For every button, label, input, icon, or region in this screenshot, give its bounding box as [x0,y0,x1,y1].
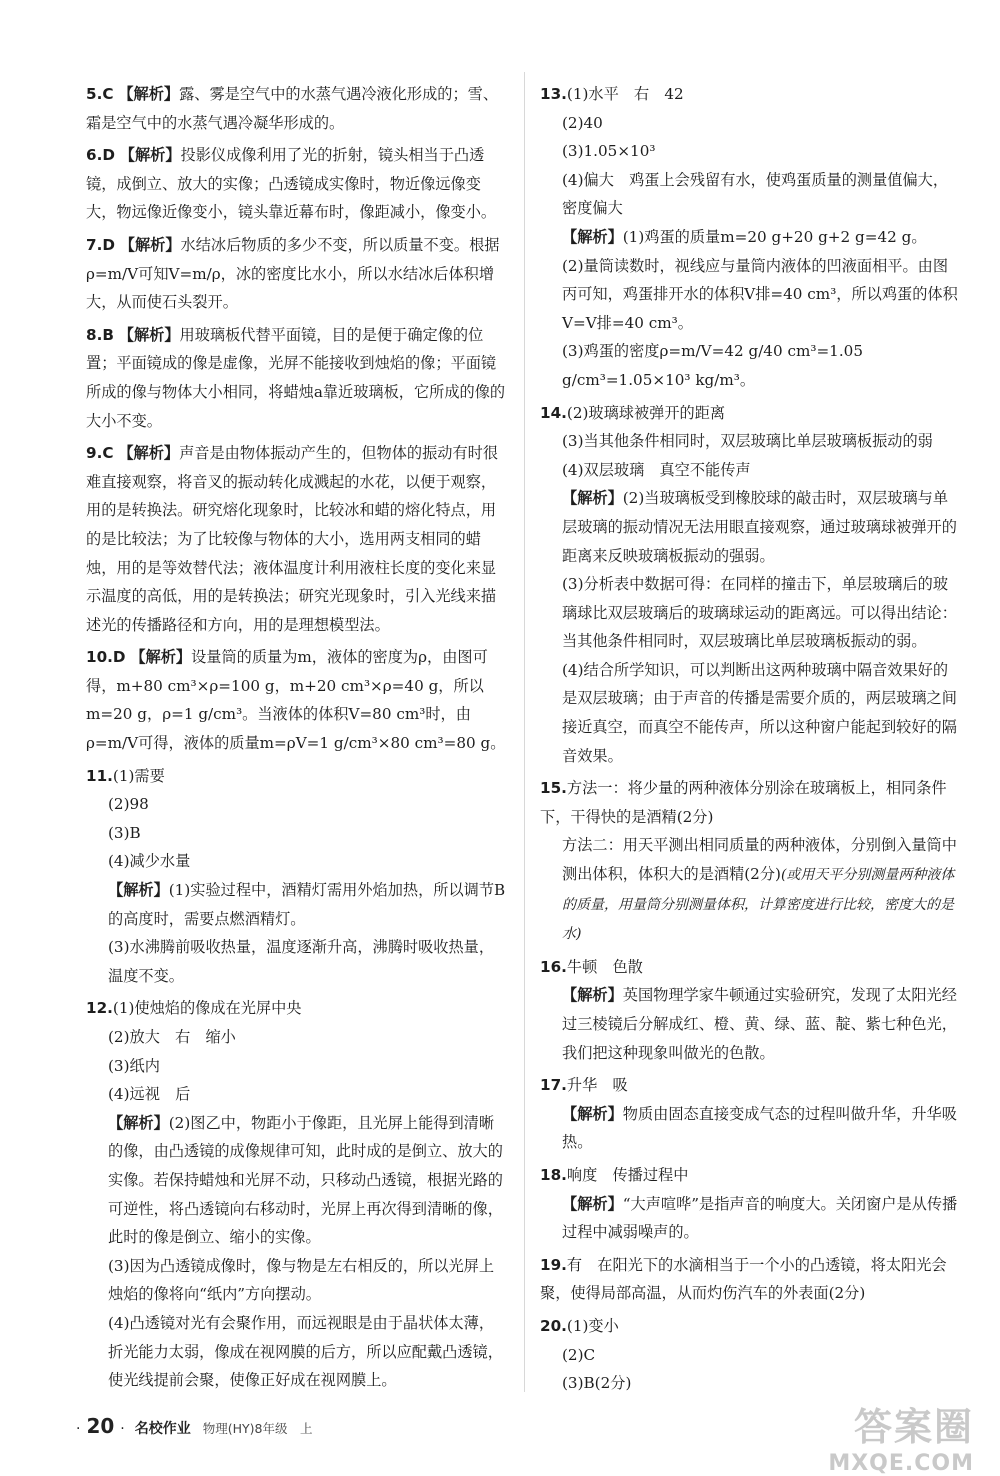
answer-text: (1)水平 右 42 [566,85,684,103]
answer-line: (4)偏大 鸡蛋上会残留有水，使鸡蛋质量的测量值偏大，密度偏大 [562,170,949,218]
answer-item-17 [540,1071,960,1157]
question-number: 8. [86,325,103,344]
analysis-text: (1)鸡蛋的质量m=20 g+20 g+2 g=42 g。 [622,227,927,246]
question-number: 5. [86,85,103,103]
answer-text: 方法一：将少量的两种液体分别涂在玻璃板上，相同条件下，干得快的是酒精(2分) [540,779,947,826]
question-number: 20. [540,1316,567,1335]
watermark-text: 答案圈 [853,1405,974,1449]
question-number: 19. [540,1255,567,1274]
answer-text: 投影仪成像利用了光的折射，镜头相当于凸透镜，成倒立、放大的实像；凸透镜成实像时，物近像远像变大，物远像近像变小，镜头靠近幕布时，像距减小，像变小。 [86,146,497,222]
answer-line: 方法二：用天平测出相同质量的两种液体，分别倒入量筒中测出体积，体积大的是酒精(2分) [562,836,957,884]
footer-subject: 物理(HY)8年级 上 [202,1421,313,1436]
analysis-tag: 【解析】 [108,881,169,900]
answer-text: 有 在阳光下的水滴相当于一个小的凸透镜，将太阳光会聚，使得局部高温，从而灼伤汽车的外表面(2分) [540,1255,947,1303]
answer-item-19 [540,1251,960,1308]
footer-dot: · [120,1421,125,1437]
analysis-tag: 【解析】 [118,325,180,344]
analysis-tag: 【解析】 [108,1113,169,1132]
answer-line: (3)1.05×10³ [562,142,656,161]
answer-line: (4)双层玻璃 真空不能传声 [562,460,751,479]
question-number: 10. [86,648,113,667]
analysis-text: (2)图乙中，物距小于像距，且光屏上能得到清晰的像，由凸透镜的成像规律可知，此时成的是倒立、放大的实像。若保持蜡烛和光屏不动，只移动凸透镜，根据光路的可逆性，将凸透镜向右移动时，光屏上再次得到清晰的像，此时的像是倒立、缩小的实像。 [108,1113,503,1247]
question-number: 15. [540,779,567,798]
analysis-tag: 【解析】 [562,489,623,508]
analysis-text: “大声喧哗”是指声音的响度大。关闭窗户是从传播过程中减弱噪声的。 [562,1194,958,1242]
analysis-tag: 【解析】 [562,1194,623,1213]
analysis-tag: 【解析】 [562,986,623,1005]
answer-text: 升华 吸 [566,1076,628,1095]
question-number: 9. [86,444,103,463]
footer-brand: 名校作业 [134,1421,191,1437]
answer-item-11 [86,762,506,991]
answer-letter: D [102,235,115,254]
answer-item-10 [86,643,506,757]
answer-text: 声音是由物体振动产生的，但物体的振动有时很难直接观察，将音叉的振动转化成溅起的水花，以便于观察，用的是转换法。研究熔化现象时，比较冰和蜡的熔化特点，用的是比较法；为了比较像与物体的大小，选用两支相同的蜡烛，用的是等效替代法；液体温度计利用液柱长度的变化来显示温度的高低，用的是转换法；研究光现象时，引入光线来描述光的传播路径和方向，用的是理想模型法。 [86,444,499,634]
answer-item-18 [540,1161,960,1247]
answer-item-8 [86,321,506,435]
question-number: 6. [86,146,103,165]
analysis-text: (3)水沸腾前吸收热量，温度逐渐升高，沸腾时吸收热量，温度不变。 [108,938,495,985]
answer-letter: D [102,146,115,165]
analysis-text: (1)实验过程中，酒精灯需用外焰加热，所以调节B的高度时，需要点燃酒精灯。 [108,881,506,928]
answer-line: (4)远视 后 [108,1085,191,1104]
answer-line: (2)C [562,1345,596,1364]
analysis-text: (4)凸透镜对光有会聚作用，而远视眼是由于晶状体太薄，折光能力太弱，像成在视网膜的后方，所以应配戴凸透镜，使光线提前会聚，使像正好成在视网膜上。 [108,1313,503,1390]
answer-item-6 [86,141,506,227]
question-number: 11. [86,766,113,785]
left-column [86,80,506,1399]
answer-letter: D [112,648,126,667]
answer-line: (3)B(2分) [562,1374,632,1393]
analysis-text: (3)因为凸透镜成像时，像与物是左右相反的，所以光屏上烛焰的像将向“纸内”方向摆动。 [108,1256,495,1304]
answer-text: 用玻璃板代替平面镜，目的是便于确定像的位置；平面镜成的像是虚像，光屏不能接收到烛焰的像；平面镜所成的像与物体大小相同，将蜡烛a靠近玻璃板，它所成的像的大小不变。 [86,325,506,430]
answer-line: (3)B [108,823,141,842]
analysis-text: (2)量筒读数时，视线应与量筒内液体的凹液面相平。由图丙可知，鸡蛋排开水的体积V排=40 cm³，所以鸡蛋的体积V=V排=40 cm³。 [562,256,958,332]
answer-line: (2)放大 右 缩小 [108,1028,236,1046]
answer-letter: C [102,85,114,103]
answer-letter: C [102,444,114,463]
answer-text: 露、雾是空气中的水蒸气遇冷液化形成的；雪、霜是空气中的水蒸气遇冷凝华形成的。 [86,85,499,132]
question-number: 18. [540,1165,567,1184]
answer-line: (4)减少水量 [108,852,191,871]
column-divider [524,72,525,1392]
analysis-tag: 【解析】 [130,648,192,667]
answer-line: (2)98 [108,795,149,814]
answer-line: (2)40 [562,113,603,132]
question-number: 17. [540,1076,567,1095]
page-footer [76,1414,313,1438]
answer-text: 牛顿 色散 [566,957,643,976]
watermark-url: MXQE.COM [828,1451,974,1476]
answer-line: (3)当其他条件相同时，双层玻璃比单层玻璃板振动的弱 [562,432,933,451]
analysis-text: 物质由固态直接变成气态的过程叫做升华，升华吸热。 [562,1104,957,1152]
analysis-text: 英国物理学家牛顿通过实验研究，发现了太阳光经过三棱镜后分解成红、橙、黄、绿、蓝、靛、紫七种色光，我们把这种现象叫做光的色散。 [562,986,957,1062]
answer-item-20 [540,1312,960,1398]
answer-item-9 [86,439,506,639]
analysis-text: (4)结合所学知识，可以判断出这两种玻璃中隔音效果好的是双层玻璃；由于声音的传播是需要介质的，两层玻璃之间接近真空，而真空不能传声，所以这种窗户能起到较好的隔音效果。 [562,660,957,765]
answer-item-13 [540,80,960,395]
answer-item-12 [86,994,506,1394]
analysis-text: (2)当玻璃板受到橡胶球的敲击时，双层玻璃与单层玻璃的振动情况无法用眼直接观察，通过玻璃球被弹开的距离来反映玻璃板振动的强弱。 [562,489,957,565]
answer-text: (1)需要 [112,766,165,785]
analysis-text: (3)分析表中数据可得：在同样的撞击下，单层玻璃后的玻璃球比双层玻璃后的玻璃球运动的距离远。可以得出结论：当其他条件相同时，双层玻璃比单层玻璃板振动的弱。 [562,575,957,651]
answer-item-15 [540,774,960,949]
answer-note: (或用天平分别测量两种液体的质量，用量筒分别测量体积，计算密度进行比较，密度大的是水) [562,867,955,943]
watermark-logo [828,1396,974,1476]
answer-item-16 [540,953,960,1067]
answer-letter: B [102,325,114,344]
answer-text: 设量筒的质量为m，液体的密度为ρ，由图可得，m+80 cm³×ρ=100 g，m+20 cm³×ρ=40 g，所以m=20 g，ρ=1 g/cm³。当液体的体积V=80 cm³时，由ρ=m/V可得，液体的质量m=ρV=1 g/cm³×80 cm³=80 g。 [86,648,506,753]
answer-text: (2)玻璃球被弹开的距离 [566,403,726,422]
question-number: 14. [540,403,567,422]
page-number: 20 [86,1414,115,1438]
analysis-text: (3)鸡蛋的密度ρ=m/V=42 g/40 cm³=1.05 g/cm³=1.05×10³ kg/m³。 [562,342,863,389]
analysis-tag: 【解析】 [118,85,180,103]
footer-dot: · [76,1421,81,1437]
answer-text: (1)使烛焰的像成在光屏中央 [112,999,302,1018]
right-column [540,80,960,1402]
analysis-tag: 【解析】 [562,227,623,246]
question-number: 13. [540,85,567,103]
question-number: 12. [86,999,113,1018]
answer-text: (1)变小 [566,1316,619,1335]
analysis-tag: 【解析】 [562,1104,623,1123]
answer-text: 响度 传播过程中 [566,1165,689,1184]
answer-text: 水结冰后物质的多少不变，所以质量不变。根据ρ=m/V可知V=m/ρ，冰的密度比水小，所以水结冰后体积增大，从而使石头裂开。 [86,235,500,312]
analysis-tag: 【解析】 [119,146,181,165]
answer-item-5 [86,80,506,137]
answer-line: (3)纸内 [108,1056,160,1075]
analysis-tag: 【解析】 [118,444,180,463]
analysis-tag: 【解析】 [119,235,181,254]
question-number: 16. [540,957,567,976]
question-number: 7. [86,235,103,254]
answer-item-7 [86,231,506,317]
answer-item-14 [540,399,960,771]
